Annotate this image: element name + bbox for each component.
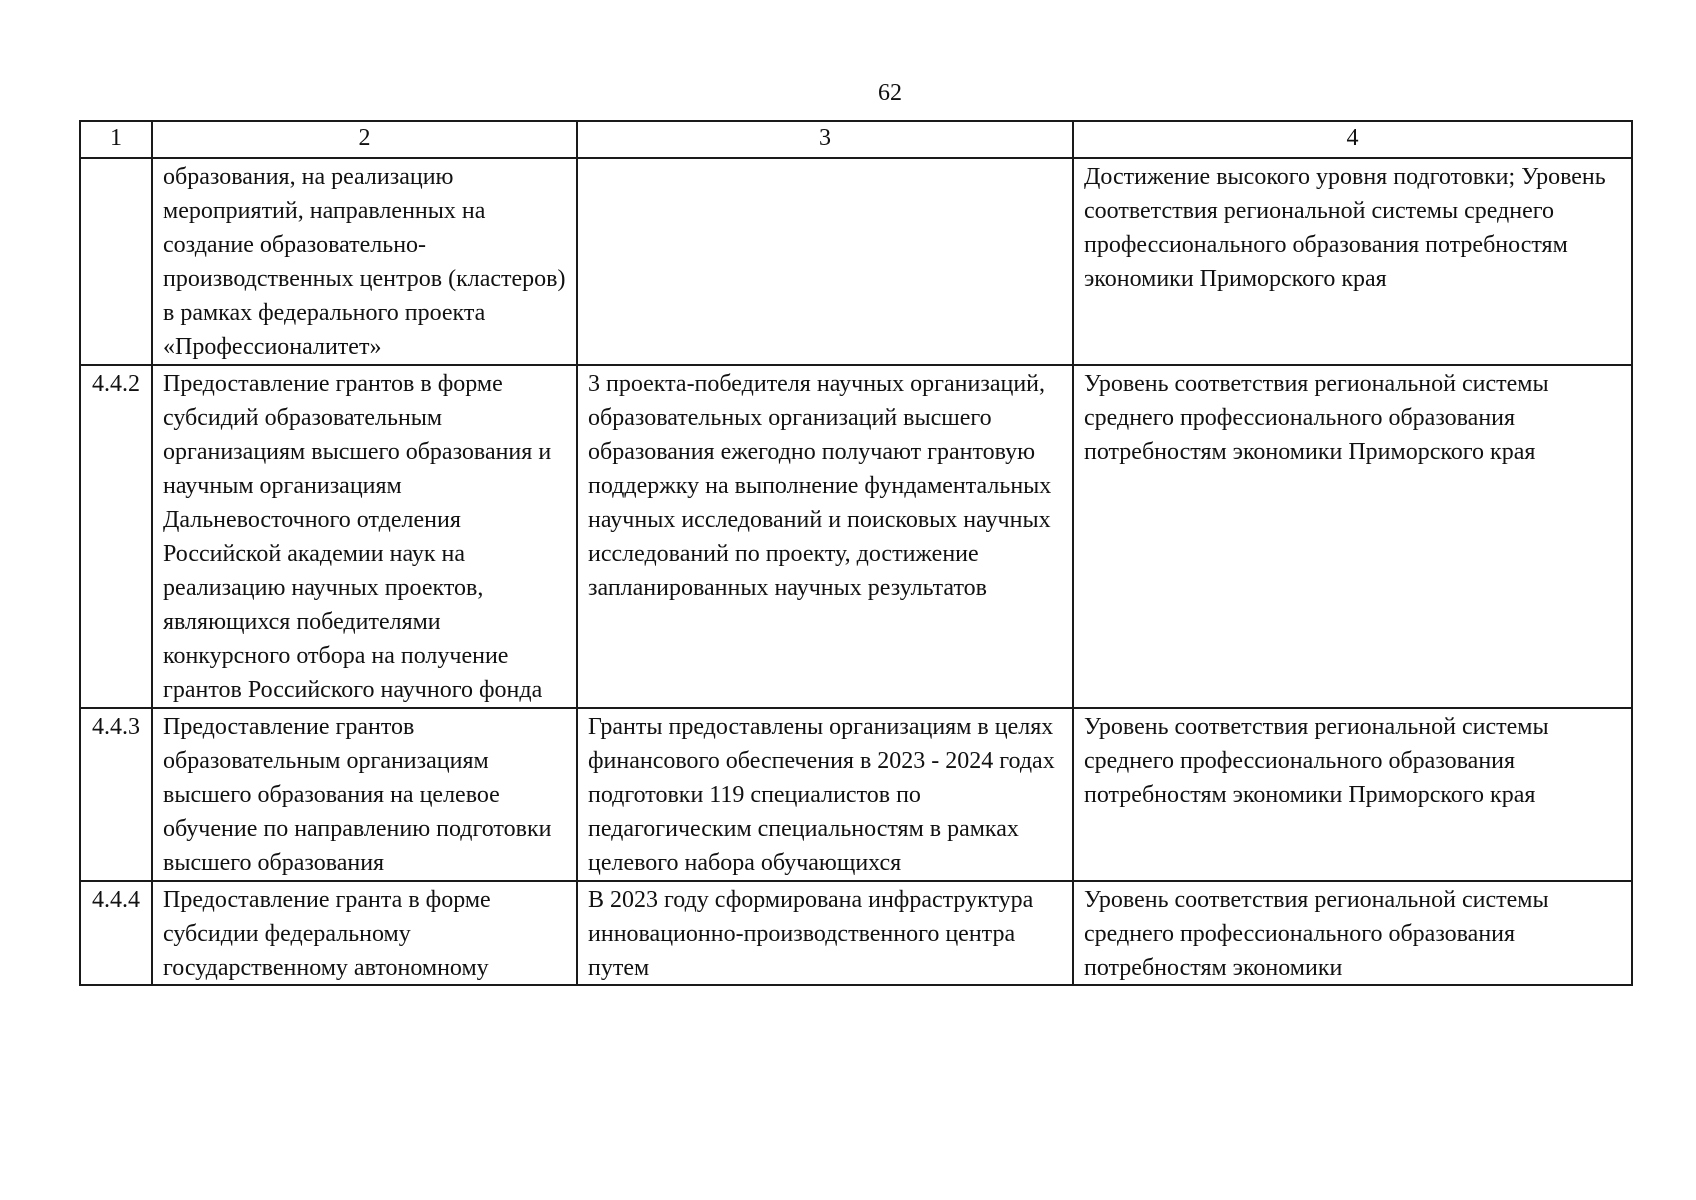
indicator-link: Уровень соответствия региональной системы среднего профессионального образования потребностям экономики (1084, 887, 1549, 981)
measure-description: Предоставление гранта в форме субсидии федеральному государственному автономному (163, 887, 491, 981)
row-number: 4.4.4 (80, 881, 152, 985)
table-row (80, 158, 1632, 365)
indicator-link-cell (1073, 881, 1632, 985)
measure-description: Предоставление грантов в форме субсидий образовательным организациям высшего образования и научным организациям Дальневосточного отделения Российской академии наук на реализацию научных проектов, являющихся победителями конкурсного отбора на получение грантов Российского научного фонда (152, 365, 577, 708)
measure-description: Предоставление грантов образовательным организациям высшего образования на целевое обучение по направлению подготовки высшего образования (152, 708, 577, 881)
expected-result: В 2023 году сформирована инфраструктура инновационно-производственного центра путем (588, 887, 1034, 981)
row-number: 4.4.2 (80, 365, 152, 708)
expected-result: 3 проекта-победителя научных организаций, образовательных организаций высшего образования ежегодно получают грантовую поддержку на выполнение фундаментальных научных исследований и поисковых научных исследований по проекту, достижение запланированных научных результатов (577, 365, 1073, 708)
expected-result: Гранты предоставлены организациям в целях финансового обеспечения в 2023 - 2024 годах подготовки 119 специалистов по педагогическим специальностям в рамках целевого набора обучающихся (577, 708, 1073, 881)
measure-description-cell (152, 881, 577, 985)
measure-description: образования, на реализацию мероприятий, направленных на создание образовательно-производственных центров (кластеров) в рамках федерального проекта «Профессионалитет» (152, 158, 577, 365)
indicator-link: Уровень соответствия региональной системы среднего профессионального образования потребностям экономики Приморского края (1073, 365, 1632, 708)
table-row (80, 365, 1632, 708)
column-header-3: 3 (577, 121, 1073, 158)
indicator-link: Достижение высокого уровня подготовки; Уровень соответствия региональной системы среднего профессионального образования потребностям экономики Приморского края (1073, 158, 1632, 365)
column-header-4: 4 (1073, 121, 1632, 158)
expected-result (577, 158, 1073, 365)
row-number (80, 158, 152, 365)
column-header-2: 2 (152, 121, 577, 158)
column-header-1: 1 (80, 121, 152, 158)
table-row (80, 708, 1632, 881)
expected-result-cell (577, 881, 1073, 985)
table-row (80, 881, 1632, 985)
measures-table (79, 120, 1633, 986)
row-number: 4.4.3 (80, 708, 152, 881)
table-header-row (80, 121, 1632, 158)
indicator-link: Уровень соответствия региональной системы среднего профессионального образования потребностям экономики Приморского края (1073, 708, 1632, 881)
page-number: 62 (878, 80, 902, 106)
